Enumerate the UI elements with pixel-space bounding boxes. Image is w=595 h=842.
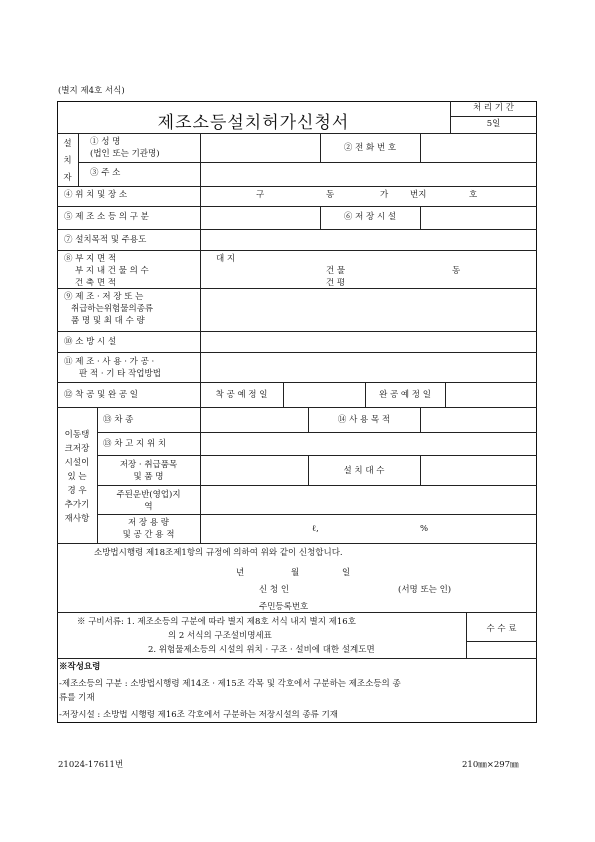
location-bunji[interactable]: 번지	[410, 190, 427, 200]
name-label: ① 성 명	[90, 137, 121, 147]
site-area-field[interactable]	[240, 252, 536, 286]
instructions-heading: ※작성요령	[59, 662, 101, 672]
hazmat-label-3: 품 명 및 최 대 수 량	[71, 316, 145, 326]
install-count-field[interactable]	[421, 456, 536, 485]
name-field[interactable]	[201, 134, 320, 162]
name-sub-label: (법인 또는 기관명)	[90, 149, 160, 159]
route-label-1: 주된운반(영업)지	[116, 490, 181, 500]
instructions-line-2: -저장시설 : 소방법 시행령 제16조 각호에서 구분하는 저장시설의 종류 기재	[59, 710, 338, 720]
end-date-label: 완 공 예 정 일	[379, 390, 431, 400]
date-month-label[interactable]: 월	[291, 568, 300, 578]
address-field[interactable]	[201, 163, 536, 185]
building-unit-label: 동	[452, 266, 461, 276]
capacity-label-2: 및 공 간 용 적	[122, 530, 175, 540]
building-area-label: 건 축 면 적	[75, 278, 116, 287]
start-date-label: 착 공 예 정 일	[215, 390, 268, 400]
storage-facility-field[interactable]	[421, 207, 536, 229]
location-dong[interactable]: 동	[326, 190, 335, 200]
route-field[interactable]	[201, 486, 536, 514]
purpose-label: ⑦ 설치목적 및 주용도	[64, 235, 147, 245]
form-code: 21024-17611번	[58, 760, 124, 770]
location-district[interactable]: 구	[256, 190, 265, 200]
storage-facility-label: ⑥ 저 장 시 설	[343, 212, 397, 222]
date-day-label[interactable]: 일	[342, 568, 351, 578]
form-id: (별지 제4호 서식)	[58, 86, 125, 96]
paper-size: 210㎜×297㎜	[462, 760, 519, 770]
phone-label: ② 전 화 번 호	[343, 143, 397, 153]
hazmat-label-1: ⑨ 제 조 · 저 장 또 는	[64, 292, 144, 302]
garage-location-field[interactable]	[201, 433, 536, 455]
fire-facility-field[interactable]	[201, 332, 536, 352]
percent-unit: %	[420, 524, 429, 534]
method-label-2: 판 적 · 기 타 작업방법	[79, 369, 161, 379]
page-title: 제조소등설치허가신청서	[157, 113, 350, 133]
instructions-line-1b: 류를 기재	[59, 693, 95, 703]
facility-type-field[interactable]	[201, 207, 320, 229]
documents-line-2: 의 2 서식의 구조설비명세표	[168, 631, 272, 641]
vehicle-section-label: 이동탱 크저장 시설이 있 는 경 우 추가기 재사항	[64, 430, 90, 524]
schedule-label: ⑫ 착 공 및 완 공 일	[64, 390, 138, 400]
use-purpose-label: ⑭ 사 용 목 적	[337, 415, 391, 425]
fee-label: 수 수 료	[486, 624, 517, 634]
garage-location-label: ⑬ 차 고 지 위 치	[103, 439, 167, 449]
car-type-label: ⑬ 차 종	[103, 415, 134, 425]
instructions-line-1: -제조소등의 구분 : 소방법시행령 제14조 · 제15조 각목 및 각호에서 구분하는 제조소등의 종	[59, 679, 401, 689]
building-label: 건 물	[326, 266, 346, 276]
site-area-label: ⑧ 부 지 면 적	[64, 254, 117, 264]
purpose-field[interactable]	[201, 230, 536, 250]
use-purpose-field[interactable]	[421, 408, 536, 432]
items-label-1: 저장 · 취급품목	[119, 460, 178, 470]
end-date-field[interactable]	[446, 383, 536, 407]
applicant-label: 신 청 인	[259, 585, 290, 595]
processing-period-value: 5일	[486, 119, 501, 129]
start-date-field[interactable]	[284, 383, 365, 407]
declaration-text: 소방법시행령 제18조제1항의 규정에 의하여 위와 같이 신청합니다.	[94, 548, 343, 558]
facility-type-label: ⑤ 제 조 소 등 의 구 분	[64, 212, 149, 222]
route-label-2: 역	[144, 502, 153, 512]
hazmat-label-2: 취급하는위험물의종류	[71, 304, 154, 314]
installer-section-label: 설 치 자	[63, 139, 72, 183]
location-label: ④ 위 치 및 장 소	[64, 190, 128, 200]
method-field[interactable]	[201, 353, 536, 382]
address-label: ③ 주 소	[90, 168, 121, 178]
capacity-field[interactable]	[201, 515, 536, 543]
resident-number-label[interactable]: 주민등록번호	[259, 602, 309, 612]
processing-period-label: 처 리 기 간	[473, 103, 514, 113]
documents-line-1: ※ 구비서류: 1. 제조소등의 구분에 따라 별지 제8호 서식 내지 별지 제16호	[77, 617, 356, 627]
liter-unit: ℓ,	[312, 524, 319, 534]
land-label: 대 지	[216, 254, 236, 264]
location-ho[interactable]: 호	[469, 190, 478, 200]
fire-facility-label: ⑩ 소 방 시 설	[64, 337, 117, 347]
car-type-field[interactable]	[201, 408, 308, 432]
date-year-label[interactable]: 년	[236, 568, 245, 578]
floor-area-label: 건 평	[326, 278, 346, 287]
location-ga[interactable]: 가	[380, 190, 389, 200]
hazmat-field[interactable]	[201, 289, 536, 331]
items-field[interactable]	[201, 456, 308, 485]
install-count-label: 설 치 대 수	[343, 466, 385, 476]
phone-field[interactable]	[421, 134, 536, 162]
building-count-label: 부 지 내 건 물 의 수	[75, 266, 149, 276]
fee-field[interactable]	[467, 642, 536, 657]
documents-line-3: 2. 위험물제소등의 시설의 위치 · 구조 · 설비에 대한 설계도면	[148, 645, 375, 655]
items-label-2: 및 품 명	[133, 472, 164, 482]
signature-field[interactable]: (서명 또는 인)	[398, 585, 452, 595]
capacity-label-1: 저 장 용 량	[128, 518, 169, 528]
method-label-1: ⑪ 제 조 · 사 용 · 가 공 ·	[64, 357, 155, 367]
